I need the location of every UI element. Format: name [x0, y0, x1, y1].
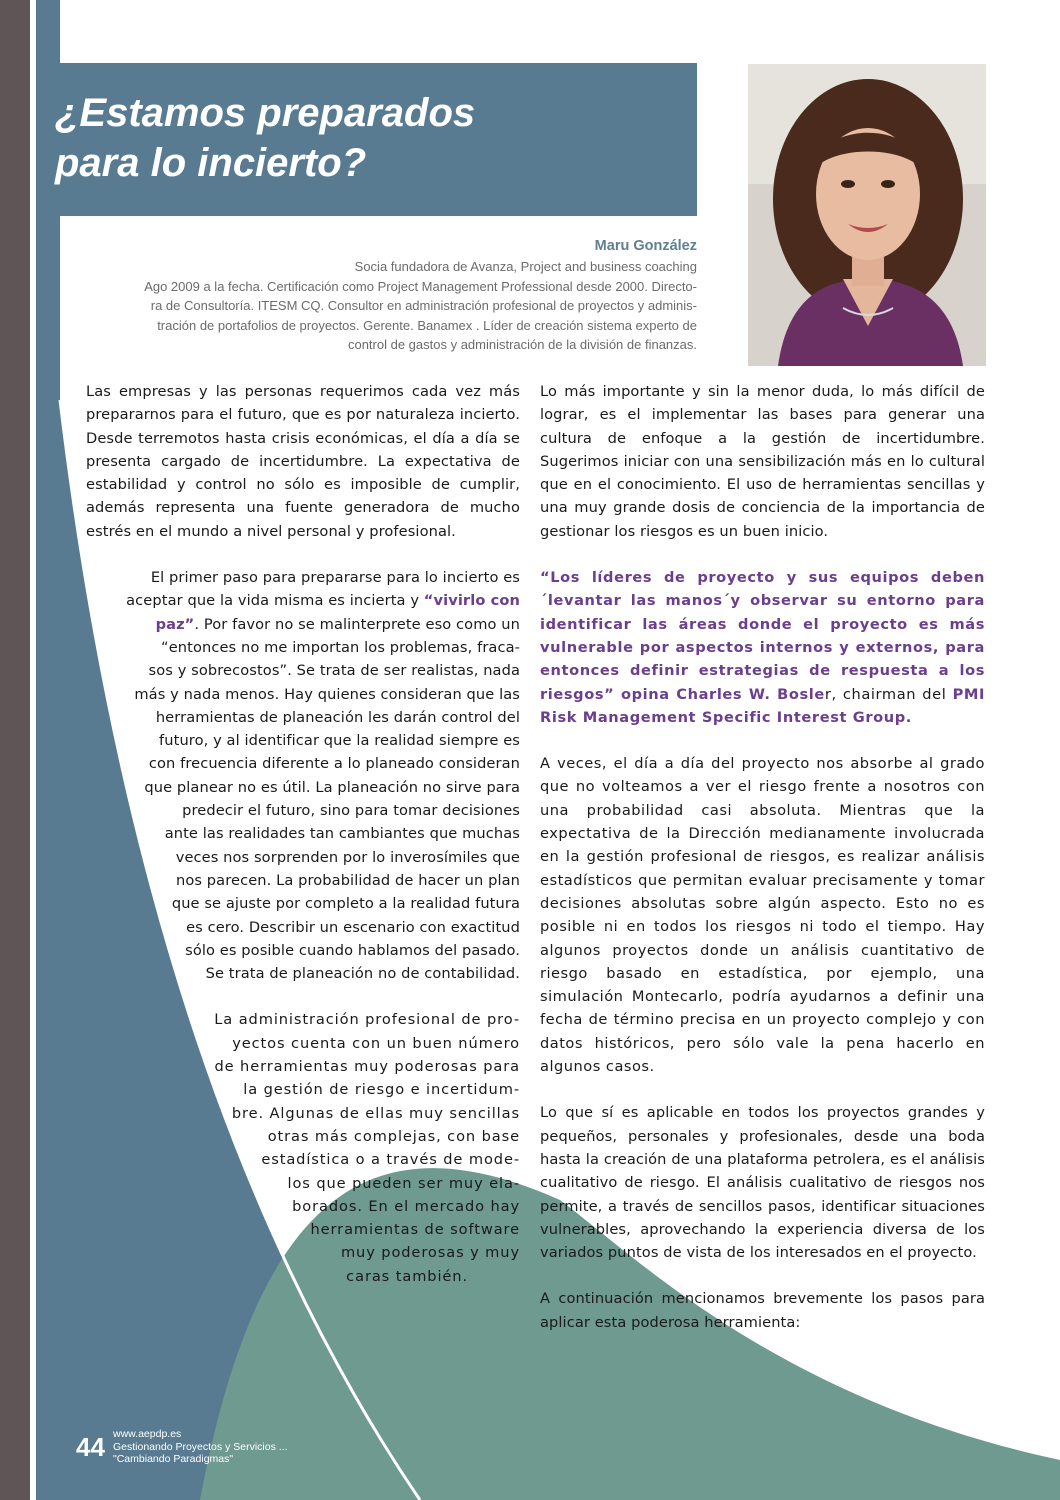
left-p3-line: los que pueden ser muy ela-: [287, 1174, 520, 1192]
footer-line-2: Gestionando Proyectos y Servicios ...: [113, 1440, 288, 1453]
left-p2-highlight-2: paz”: [155, 615, 195, 633]
left-p3-line: muy poderosas y muy: [340, 1244, 520, 1262]
left-p2-line: más y nada menos. Hay quienes consideran que las: [134, 685, 520, 703]
right-paragraph-4: Lo que sí es aplicable en todos los proyectos grandes y pequeños, personales y profesionales, desde una boda hasta la creación de una plataforma petrolera, es el análisis cualitativo de riesgo. El análisis cualitativo de riesgos nos permite, a través de sencillos pasos, identificar situaciones vulnerables, aprovechando la experiencia diversa de los variados puntos de vista de los interesados en el proyecto.: [540, 1104, 985, 1262]
quote-attribution: r, chairman del: [824, 685, 953, 703]
left-p2-line: ante las realidades tan cambiantes que muchas: [164, 825, 520, 843]
left-p2-line-rest: . Por favor no se malinterprete eso como un: [194, 615, 520, 633]
left-p2-line: con frecuencia diferente a lo planeado consideran: [148, 755, 520, 773]
left-p3-line: otras más complejas, con base: [267, 1127, 520, 1145]
left-paragraph-1: Las empresas y las personas requerimos cada vez más prepararnos para el futuro, que es por naturaleza incierto. Desde terremotos hasta crisis económicas, el día a día se presenta cargado de incertidumbre. La expectativa de estabilidad y control no sólo es imposible de cumplir, además representa una fuente generadora de mucho estrés en el mundo a nivel personal y profesional.: [86, 383, 520, 540]
left-p2-line: herramientas de planeación les darán control del: [155, 708, 520, 726]
left-paragraph-2: [86, 566, 520, 985]
article-title: [55, 88, 475, 188]
pull-quote: “Los líderes de proyecto y sus equipos deben ´levantar las manos´y observar su entorno para identificar las áreas donde el proyecto es más vulnerable por aspectos internos y externos, para entonces definir estrategias de respuesta a los riesgos” opina Charles W. Bosle: [540, 569, 985, 703]
left-p2-line: veces nos sorprenden por lo inverosímiles que: [175, 848, 520, 866]
footer-line-3: "Cambiando Paradigmas": [113, 1453, 234, 1465]
left-p2-line: El primer paso para prepararse para lo incierto es: [150, 569, 520, 587]
title-line-1: ¿Estamos preparados: [55, 91, 476, 135]
title-line-2: para lo incierto?: [55, 141, 367, 185]
footer-text: [113, 1428, 288, 1466]
left-p3-line: bre. Algunas de ellas muy sencillas: [231, 1104, 520, 1122]
portrait-illustration: [748, 64, 986, 366]
right-column: [540, 380, 985, 1334]
author-bio-line: Ago 2009 a la fecha. Certificación como Project Management Professional desde 2000. Directo-: [144, 278, 697, 294]
left-p2-line: “entonces no me importan los problemas, fraca-: [161, 638, 520, 656]
right-paragraph-5: A continuación mencionamos brevemente los pasos para aplicar esta poderosa herramienta:: [540, 1290, 985, 1331]
left-p2-line-start: aceptar que la vida misma es incierta y: [126, 592, 424, 610]
page-number: 44: [76, 1432, 105, 1462]
left-p3-line: La administración profesional de pro-: [214, 1011, 520, 1029]
left-p3-line: la gestión de riesgo e incertidum-: [243, 1081, 520, 1099]
left-p2-line: que se ajuste por completo a la realidad futura: [171, 895, 520, 913]
left-p3-line: herramientas de software: [310, 1221, 520, 1239]
quote-organization: PMI Risk Management Specific Interest Group.: [540, 685, 986, 726]
left-p3-line: caras también.: [346, 1267, 468, 1285]
left-p2-line: sos y sobrecostos”. Se trata de ser realistas, nada: [148, 662, 520, 680]
left-p2-line: [100, 613, 520, 636]
author-photo: [748, 64, 986, 366]
footer-url[interactable]: www.aepdp.es: [113, 1428, 182, 1440]
white-stripe-divider: [30, 0, 36, 1500]
left-p3-line: yectos cuenta con un buen número: [232, 1034, 520, 1052]
author-bio-line: control de gastos y administración de la división de finanzas.: [347, 337, 697, 352]
left-p2-line: es cero. Describir un escenario con exactitud: [186, 918, 520, 936]
author-bio: [97, 257, 697, 355]
left-p2-line: Se trata de planeación no de contabilidad.: [205, 965, 520, 983]
left-p2-line: predecir el futuro, sino para tomar decisiones: [182, 802, 520, 820]
left-p2-line: nos parecen. La probabilidad de hacer un plan: [175, 871, 520, 889]
left-paragraph-3: [86, 1008, 520, 1288]
left-p2-highlight: “vivirlo con: [423, 592, 520, 610]
left-p2-line: [100, 589, 520, 612]
left-p2-line: que planear no es útil. La planeación no sirve para: [144, 778, 520, 796]
left-p3-line: de herramientas muy poderosas para: [214, 1058, 520, 1076]
author-bio-line: ra de Consultoría. ITESM CQ. Consultor en administración profesional de proyectos y adminis-: [150, 298, 697, 313]
author-bio-line: tración de portafolios de proyectos. Gerente. Banamex . Líder de creación sistema experto de: [157, 317, 697, 333]
brown-left-stripe: [0, 0, 30, 1500]
left-p2-line: sólo es posible cuando hablamos del pasado.: [185, 941, 520, 959]
right-quote-paragraph: [540, 566, 985, 729]
author-box: [97, 236, 697, 355]
author-name: Maru González: [594, 238, 697, 254]
left-p3-line: borados. En el mercado hay: [292, 1197, 520, 1215]
left-p2-line: futuro, y al identificar que la realidad siempre es: [159, 732, 520, 750]
right-paragraph-1: Lo más importante y sin la menor duda, lo más difícil de lograr, es el implementar las bases para generar una cultura de enfoque a la gestión de incertidumbre. Sugerimos iniciar con una sensibilización más en lo cultural que en el conocimiento. El uso de herramientas sencillas y una muy grande dosis de conciencia de la importancia de gestionar los riesgos es un buen inicio.: [540, 383, 985, 540]
author-bio-line: Socia fundadora de Avanza, Project and business coaching: [354, 259, 697, 274]
right-paragraph-3: A veces, el día a día del proyecto nos absorbe al grado que no volteamos a ver el riesgo frente a nosotros con una probabilidad casi absoluta. Mientras que la expectativa de la Dirección medianamente involucrada en la gestión profesional de riesgos, es realizar análisis estadísticos que permitan evaluar precisamente y tomar decisiones absolutas sobre algún aspecto. Esto no es posible ni en todos los riesgos ni todo el tiempo. Hay algunos proyectos donde un análisis cuantitativo de riesgo basado en estadística, por ejemplo, una simulación Montecarlo, podría ayudarnos a definir una fecha de término precisa en un proyecto complejo y con datos históricos, pero sólo vale la pena hacerlo en algunos casos.: [540, 755, 985, 1076]
left-p3-line: estadística o a través de mode-: [261, 1151, 520, 1169]
left-column: [86, 380, 520, 1288]
